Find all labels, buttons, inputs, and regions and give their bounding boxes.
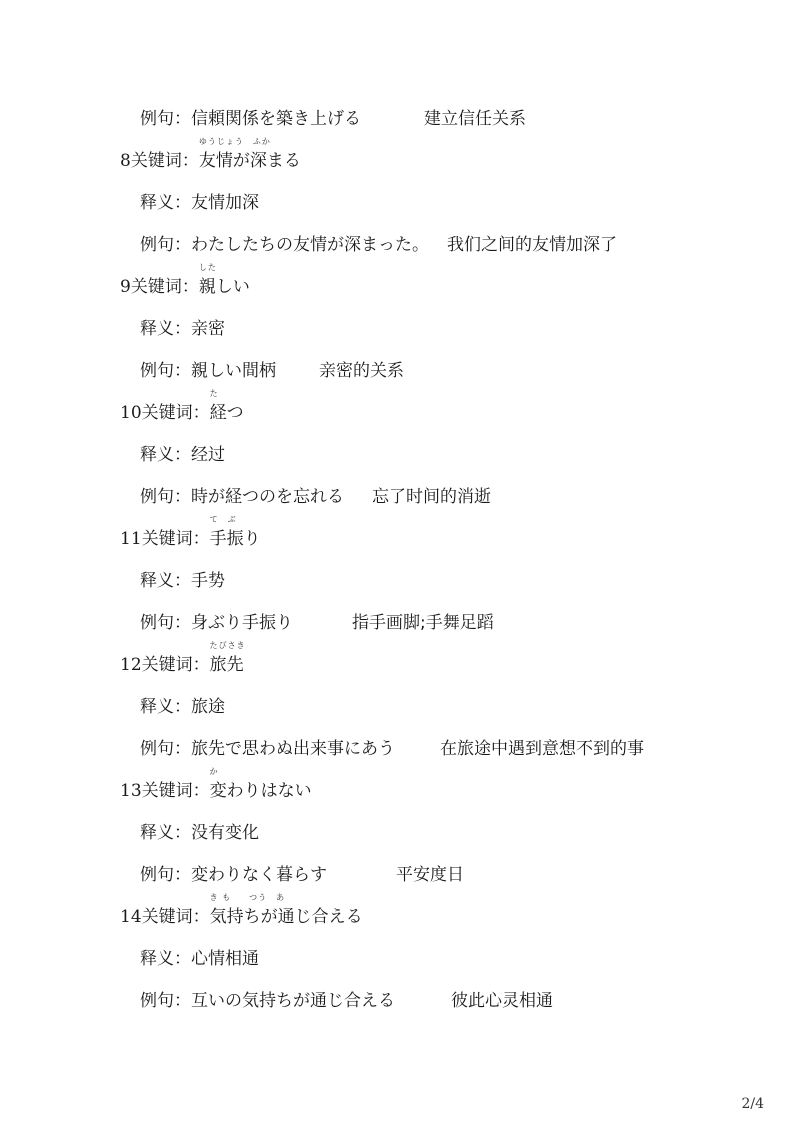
example-jp: 変わりなく暮らす [191, 865, 327, 885]
ruby-text: ゆうじょう ふか [198, 137, 271, 146]
keyword-text [209, 641, 246, 676]
keyword-text [198, 137, 301, 172]
ruby-text: た [209, 389, 219, 398]
entry-number: 9 [120, 277, 131, 297]
keyword-label: 关键词： [141, 907, 210, 927]
example-label: 例句： [140, 613, 191, 633]
keyword-jp: 経つ [209, 403, 244, 423]
definition-text: 亲密 [191, 319, 225, 339]
example-zh: 在旅途中遇到意想不到的事 [440, 739, 644, 759]
definition-label: 释义： [140, 319, 191, 339]
keyword-line-10 [120, 389, 244, 424]
keyword-jp: 変わりはない [209, 781, 312, 801]
definition-text: 手势 [191, 571, 225, 591]
keyword-jp: 親しい [198, 277, 250, 297]
definition-line-10 [140, 444, 225, 466]
definition-line-9 [140, 318, 225, 340]
page-number: 2/4 [741, 1096, 764, 1112]
definition-line-8 [140, 192, 259, 214]
example-line-14 [140, 990, 395, 1012]
keyword-jp: 手振り [209, 529, 261, 549]
example-zh: 平安度日 [396, 865, 464, 885]
example-label: 例句： [140, 739, 191, 759]
example-line-10 [140, 486, 344, 508]
entry-number: 12 [120, 655, 142, 675]
example-label: 例句： [140, 361, 191, 381]
entry-number: 13 [120, 781, 142, 801]
example-zh: 彼此心灵相通 [451, 991, 553, 1011]
definition-text: 经过 [191, 445, 225, 465]
entry-number: 10 [120, 403, 142, 423]
keyword-line-13 [120, 767, 312, 802]
keyword-label: 关键词： [141, 529, 210, 549]
definition-text: 友情加深 [191, 193, 259, 213]
keyword-label: 关键词： [141, 781, 210, 801]
example-label: 例句： [140, 487, 191, 507]
definition-label: 释义： [140, 823, 191, 843]
definition-text: 没有变化 [191, 823, 259, 843]
ruby-text: した [198, 263, 217, 272]
keyword-label: 关键词： [141, 403, 210, 423]
definition-line-13 [140, 822, 259, 844]
example-zh: 忘了时间的消逝 [372, 487, 491, 507]
ruby-text: て ぶ [209, 515, 237, 524]
example-zh: 建立信任关系 [424, 109, 526, 129]
keyword-jp: 旅先 [209, 655, 244, 675]
definition-line-12 [140, 696, 225, 718]
definition-label: 释义： [140, 445, 191, 465]
definition-label: 释义： [140, 571, 191, 591]
example-line-9 [140, 360, 276, 382]
example-line-12 [140, 738, 395, 760]
definition-line-11 [140, 570, 225, 592]
definition-label: 释义： [140, 697, 191, 717]
example-line-top [140, 108, 361, 130]
ruby-text: たびさき [209, 641, 246, 650]
definition-label: 释义： [140, 193, 191, 213]
keyword-line-9 [120, 263, 250, 298]
keyword-line-14 [120, 893, 363, 928]
example-jp: わたしたちの友情が深まった。 [191, 235, 429, 255]
keyword-line-8 [120, 137, 301, 172]
example-label: 例句： [140, 865, 191, 885]
example-line-13 [140, 864, 327, 886]
example-zh: 指手画脚;手舞足蹈 [352, 613, 494, 633]
ruby-text: き も つう あ [209, 893, 286, 902]
keyword-text [209, 515, 261, 550]
definition-text: 心情相通 [191, 949, 259, 969]
keyword-line-11 [120, 515, 261, 550]
keyword-text [209, 893, 363, 928]
keyword-text [209, 389, 244, 424]
keyword-text [209, 767, 312, 802]
keyword-text [198, 263, 250, 298]
example-jp: 信頼関係を築き上げる [191, 109, 361, 129]
entry-number: 8 [120, 151, 131, 171]
ruby-text: か [209, 767, 219, 776]
example-line-11 [140, 612, 293, 634]
example-jp: 親しい間柄 [191, 361, 276, 381]
example-zh: 我们之间的友情加深了 [447, 235, 617, 255]
definition-line-14 [140, 948, 259, 970]
example-jp: 時が経つのを忘れる [191, 487, 344, 507]
keyword-jp: 気持ちが通じ合える [209, 907, 363, 927]
entry-number: 14 [120, 907, 142, 927]
keyword-label: 关键词： [130, 277, 199, 297]
example-line-8 [140, 234, 429, 256]
keyword-label: 关键词： [141, 655, 210, 675]
example-label: 例句： [140, 109, 191, 129]
example-jp: 旅先で思わぬ出来事にあう [191, 739, 395, 759]
example-label: 例句： [140, 991, 191, 1011]
example-jp: 互いの気持ちが通じ合える [191, 991, 395, 1011]
example-label: 例句： [140, 235, 191, 255]
keyword-jp: 友情が深まる [198, 151, 301, 171]
example-jp: 身ぶり手振り [191, 613, 293, 633]
example-zh: 亲密的关系 [319, 361, 404, 381]
keyword-label: 关键词： [130, 151, 199, 171]
entry-number: 11 [120, 529, 142, 549]
definition-text: 旅途 [191, 697, 225, 717]
keyword-line-12 [120, 641, 246, 676]
definition-label: 释义： [140, 949, 191, 969]
